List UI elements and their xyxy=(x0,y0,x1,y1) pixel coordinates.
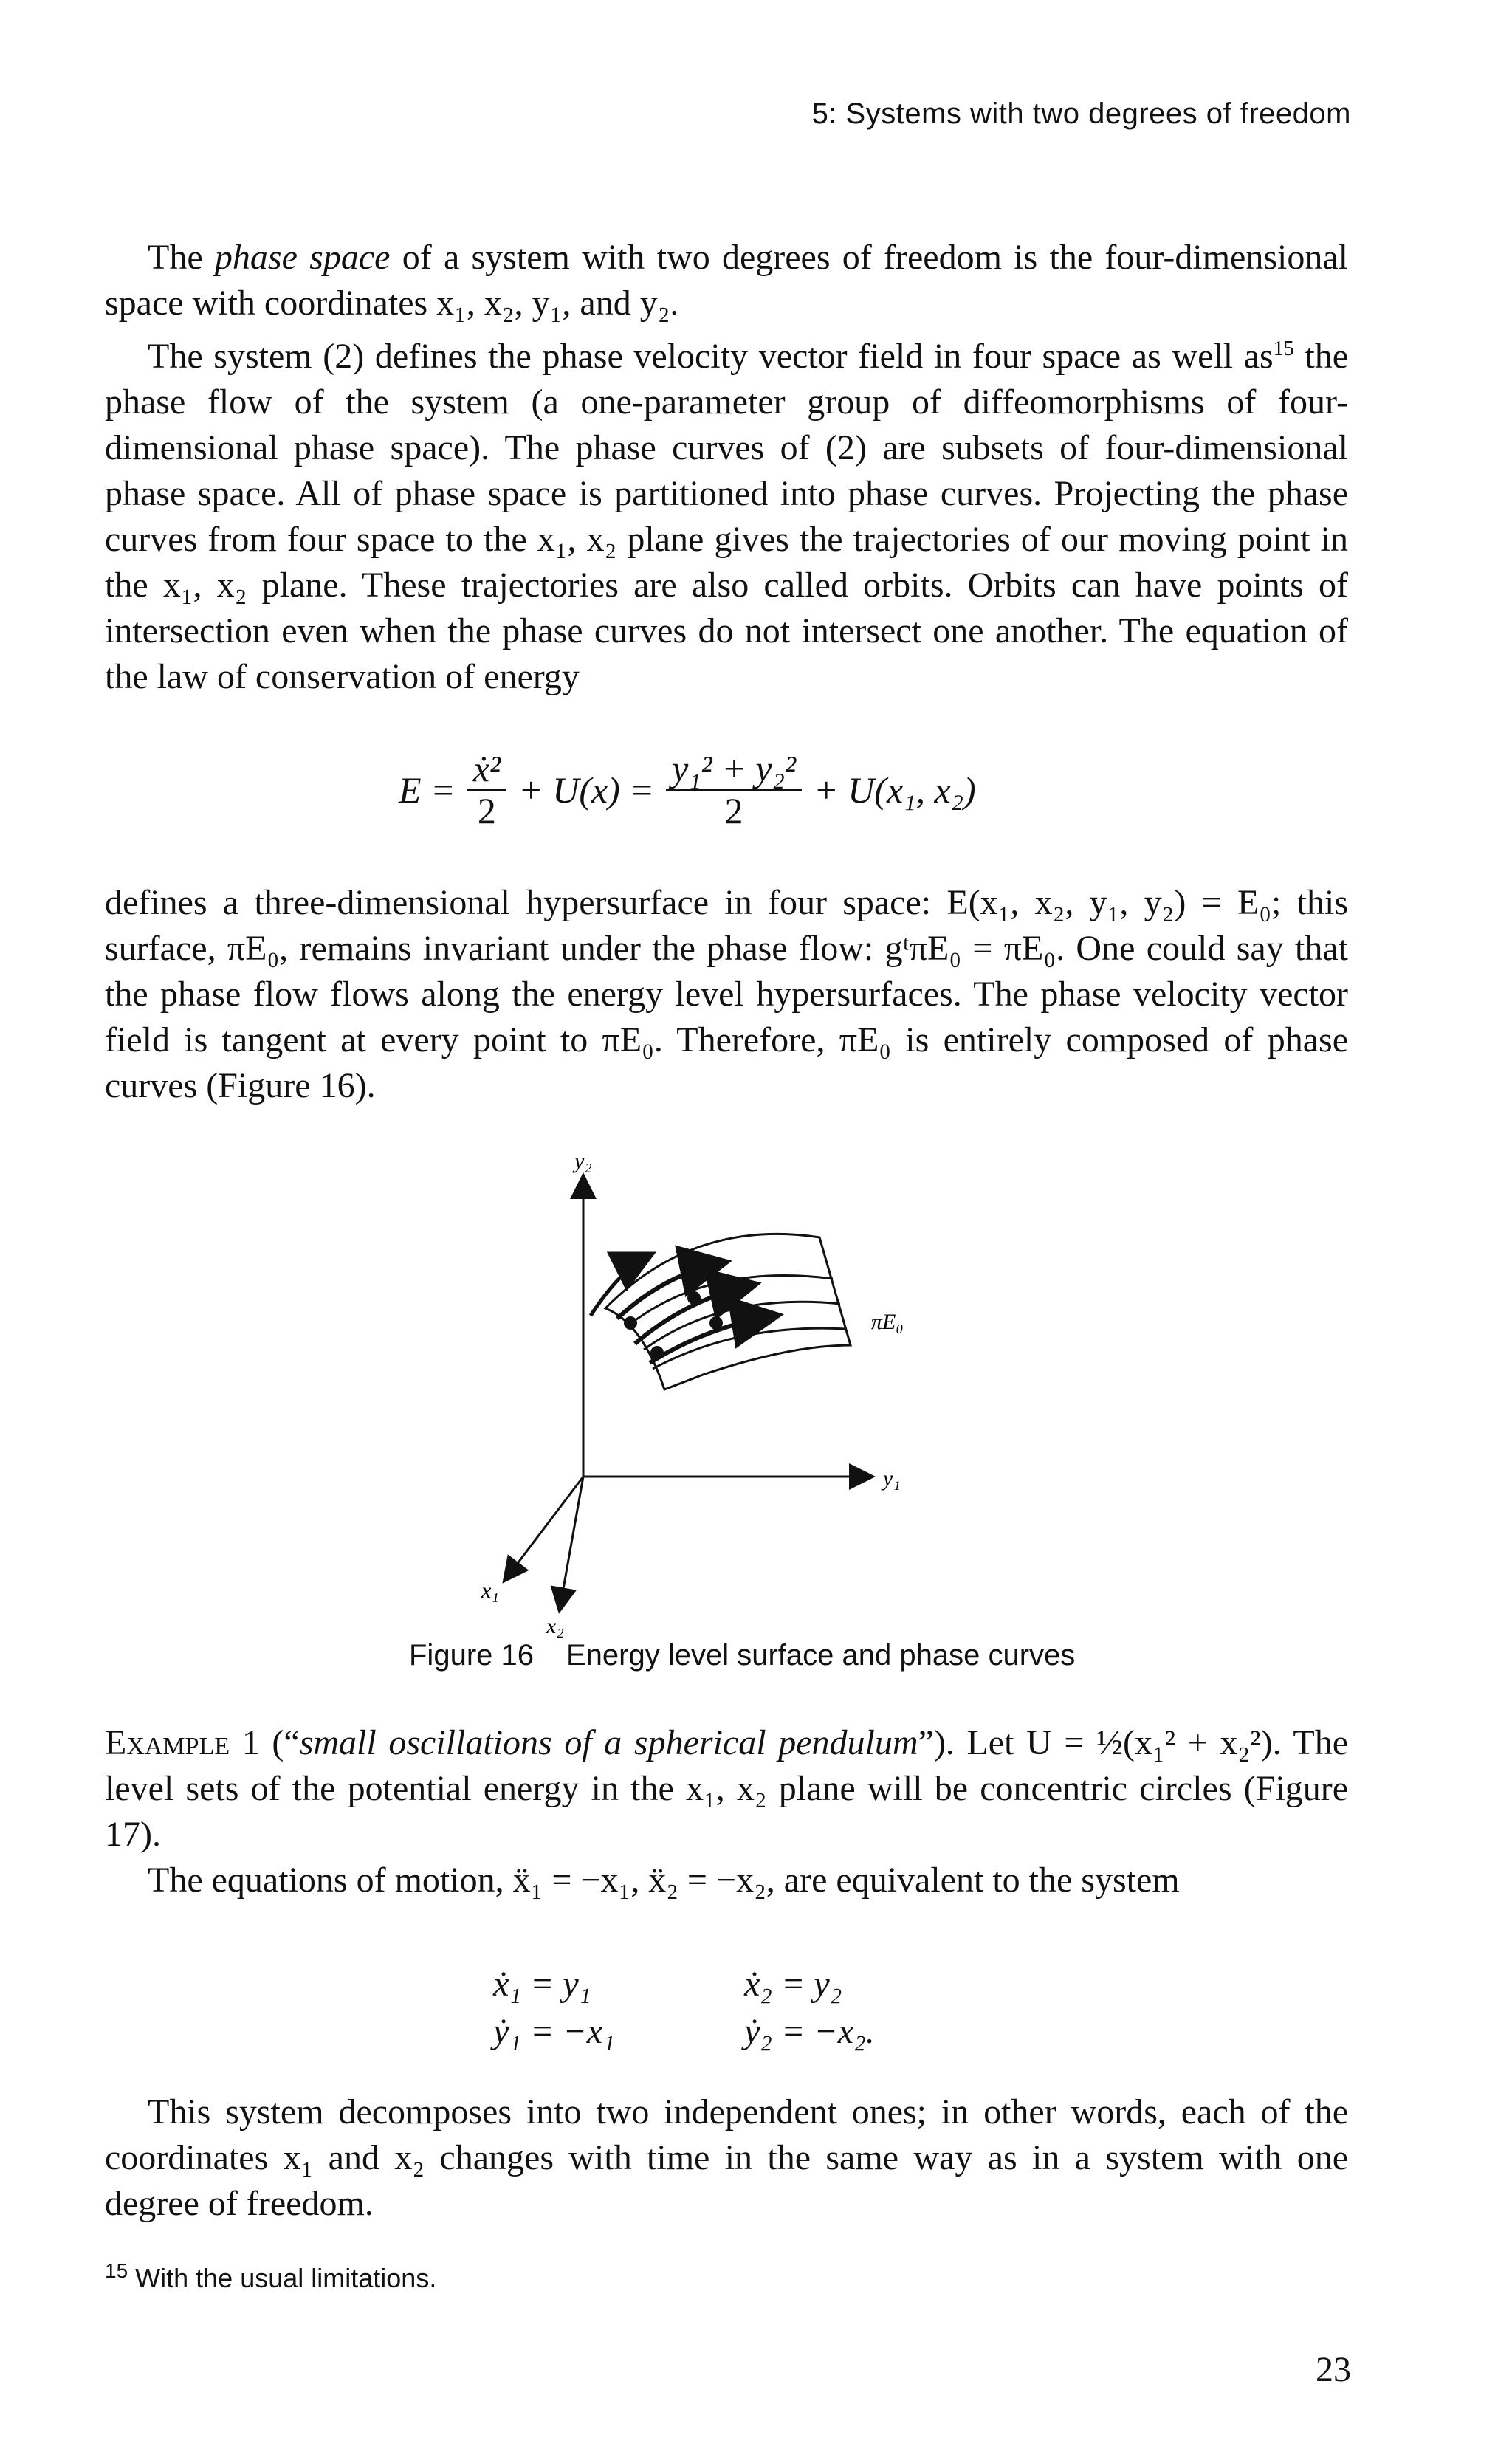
eq-fraction-1 xyxy=(467,749,506,831)
system-r2c2: ẏ₂ = −x₂. xyxy=(744,2012,875,2051)
eq-fraction-2 xyxy=(666,749,802,831)
example-title-close: ”). Let U = ½(x₁² + x₂²). The level sets of the potential energy in the x₁, x₂ plane will be concentric circles (Figure 17). xyxy=(105,1723,1349,1854)
figure-16-diagram xyxy=(472,1152,1034,1639)
surface-inner-curve xyxy=(628,1276,833,1326)
surface-inner-curve-2 xyxy=(644,1302,840,1350)
p1-text-b: of a system with two degrees of freedom is the four-dimensional space with coordinates x₁, x₂, y₁, and y₂. xyxy=(105,238,1349,323)
phase-point-5 xyxy=(687,1257,701,1271)
phase-point-4 xyxy=(709,1316,723,1330)
phase-curve-1 xyxy=(617,1262,724,1319)
system-r2c1: ẏ₁ = −x₁ xyxy=(493,2012,615,2051)
caption-text: Energy level surface and phase curves xyxy=(566,1639,1076,1672)
page-number: 23 xyxy=(1316,2350,1351,2389)
label-x1: x₁ xyxy=(481,1578,499,1603)
label-x2: x₂ xyxy=(546,1614,564,1638)
phase-point-3 xyxy=(650,1346,664,1359)
eq-mid: + U(x) = xyxy=(518,769,655,811)
figure-caption xyxy=(409,1639,1075,1672)
footnote-mark: 15 xyxy=(105,2259,128,2282)
system-row-2 xyxy=(493,2008,875,2055)
example-title: small oscillations of a spherical pendulum xyxy=(299,1723,918,1762)
paragraph-decomposition: This system decomposes into two independent ones; in other words, each of the coordinates x₁ and x₂ changes with time in the same way as in a system with one degree of freedom. xyxy=(105,2092,1348,2223)
equations-of-motion: The equations of motion, ẍ₁ = −x₁, ẍ₂ = −x₂, are equivalent to the system xyxy=(148,1861,1180,1900)
label-y1: y₁ xyxy=(883,1466,901,1491)
phase-point-1 xyxy=(624,1316,637,1330)
energy-equation xyxy=(399,749,976,831)
label-y2: y₂ xyxy=(574,1152,592,1173)
axis-x2-line xyxy=(560,1477,583,1610)
surface-inner-curve-3 xyxy=(653,1328,846,1369)
equation-system xyxy=(493,1961,875,2055)
eq-frac1-num: ẋ² xyxy=(467,749,506,791)
example-title-open: (“ xyxy=(259,1723,300,1762)
p1-text-a: The xyxy=(148,238,215,277)
eq-frac2-den: 2 xyxy=(724,790,743,831)
example-1-paragraph xyxy=(105,1720,1348,1903)
p2-text: defines a three-dimensional hypersurface in four space: E(x₁, x₂, y₁, y₂) = E₀; this surface, πE₀, remains invariant under the phase flow: gᵗπE₀ = πE₀. One could say that the phase flow flows along the energy level hypersurfaces. The phase velocity vector field is tangent at every point to πE₀. Therefore, πE₀ is entirely composed of phase curves (Figure 16). xyxy=(105,883,1348,1105)
phase-point-2 xyxy=(687,1291,701,1305)
p1-second-cont: the phase flow of the system (a one-parameter group of diffeomorphisms of four-dimensional phase space). The phase curves of (2) are subsets of four-dimensional phase space. All of phase space is partitioned into phase curves. Projecting the phase curves from four space to the x₁, x₂ plane gives the trajectories of our moving point in the x₁, x₂ plane. These trajectories are also called orbits. Orbits can have points of intersection even when the phase curves do not intersect one another. The equation of the law of conservation of energy xyxy=(105,337,1349,696)
footnote-text: With the usual limitations. xyxy=(128,2263,437,2293)
system-r1c2: ẋ₂ = y₂ xyxy=(744,1965,842,2004)
footnote xyxy=(105,2259,436,2294)
label-surface: πE₀ xyxy=(871,1310,904,1334)
p1-phrase-italic: phase space xyxy=(214,238,391,277)
paragraph-phase-space xyxy=(105,235,1348,700)
example-label: Example 1 xyxy=(105,1723,260,1762)
eq-lhs: E = xyxy=(399,769,456,811)
system-r1c1: ẋ₁ = y₁ xyxy=(493,1965,591,2004)
caption-number: Figure 16 xyxy=(409,1639,534,1672)
footnote-ref: 15 xyxy=(1273,337,1294,360)
eq-frac1-den: 2 xyxy=(477,790,496,831)
running-header: 5: Systems with two degrees of freedom xyxy=(811,97,1351,130)
paragraph-hypersurface xyxy=(105,880,1348,1109)
phase-curve-4 xyxy=(591,1255,650,1316)
eq-frac2-num: y₁² + y₂² xyxy=(666,749,802,791)
p1-second: The system (2) defines the phase velocity vector field in four space as well as xyxy=(148,337,1274,376)
system-row-1 xyxy=(493,1961,875,2008)
eq-rhs: + U(x₁, x₂) xyxy=(813,769,976,811)
axis-x1-line xyxy=(505,1477,583,1580)
